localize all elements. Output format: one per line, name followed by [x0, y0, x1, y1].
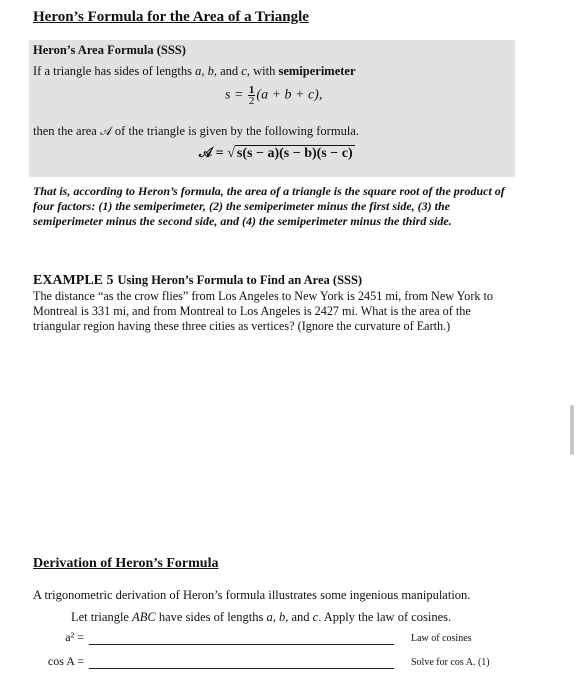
formula-lhs: s = — [225, 87, 244, 103]
fraction-denominator: 2 — [248, 95, 255, 107]
row-note: Law of cosines — [411, 633, 472, 644]
intro-vars: a, b, — [195, 64, 217, 78]
derivation-row-law-of-cosines — [0, 630, 579, 650]
intro-with: , with — [246, 64, 279, 78]
setup-end: . Apply the law of cosines. — [318, 610, 452, 624]
semiperimeter-formula — [225, 85, 322, 106]
formula-box-heading: Heron’s Area Formula (SSS) — [33, 43, 186, 57]
answer-blank[interactable] — [89, 668, 394, 669]
fraction-half — [248, 85, 256, 106]
page-title: Heron’s Formula for the Area of a Triangle — [33, 9, 309, 25]
row-lhs: a² = — [65, 630, 84, 644]
heron-formula — [199, 145, 355, 162]
derivation-title: Derivation of Heron’s Formula — [33, 556, 219, 571]
setup-abc: ABC — [132, 610, 156, 624]
formula-box-intro — [33, 64, 356, 79]
setup-text: Let triangle — [71, 610, 133, 624]
example-label: EXAMPLE 5 — [33, 273, 114, 288]
answer-blank[interactable] — [89, 644, 394, 645]
example-heading — [33, 272, 362, 289]
scrollbar-thumb[interactable] — [570, 405, 574, 455]
example-title: Using Heron’s Formula to Find an Area (SSS) — [117, 273, 363, 287]
derivation-intro: A trigonometric derivation of Heron’s formula illustrates some ingenious manipulation. — [33, 588, 471, 602]
setup-var-c: c — [312, 610, 319, 624]
setup-mid: have sides of lengths — [155, 610, 267, 624]
derivation-row-solve-cos — [0, 654, 579, 674]
row-lhs: cos A = — [47, 654, 84, 668]
explanation-paragraph: That is, according to Heron’s formula, the area of a triangle is the square root of the product of four factors: (1) the semiperimeter, (2) the semiperimeter minus the first side, (3) the semiperimeter minus the second side, and (4) the semiperimeter minus the third side. — [33, 184, 505, 228]
setup-and: and — [288, 610, 313, 624]
fraction-numerator: 1 — [248, 84, 255, 96]
setup-vars: a, b, — [266, 610, 289, 624]
formula-box — [29, 40, 515, 177]
row-note: Solve for cos A. (1) — [411, 657, 490, 668]
derivation-setup — [71, 610, 451, 625]
intro-text: If a triangle has sides of lengths — [33, 64, 196, 78]
formula-rhs: (a + b + c), — [256, 87, 323, 103]
formula-box-area-text: then the area 𝒜 of the triangle is given by the following formula. — [33, 124, 359, 138]
heron-lhs: 𝒜 = √ — [199, 146, 235, 161]
heron-radicand: s(s − a)(s − b)(s − c) — [236, 146, 353, 161]
intro-semiperimeter: semiperimeter — [278, 64, 356, 78]
intro-and: and — [216, 64, 242, 78]
intro-var-c: c — [241, 64, 247, 78]
example-body: The distance “as the crow flies” from Los Angeles to New York is 2451 mi, from New York to Montreal is 331 mi, and from Montreal to Los Angeles is 2427 mi. What is the area of the triangular region having these three cities as vertices? (Ignore the curvature of Earth.) — [33, 289, 494, 333]
